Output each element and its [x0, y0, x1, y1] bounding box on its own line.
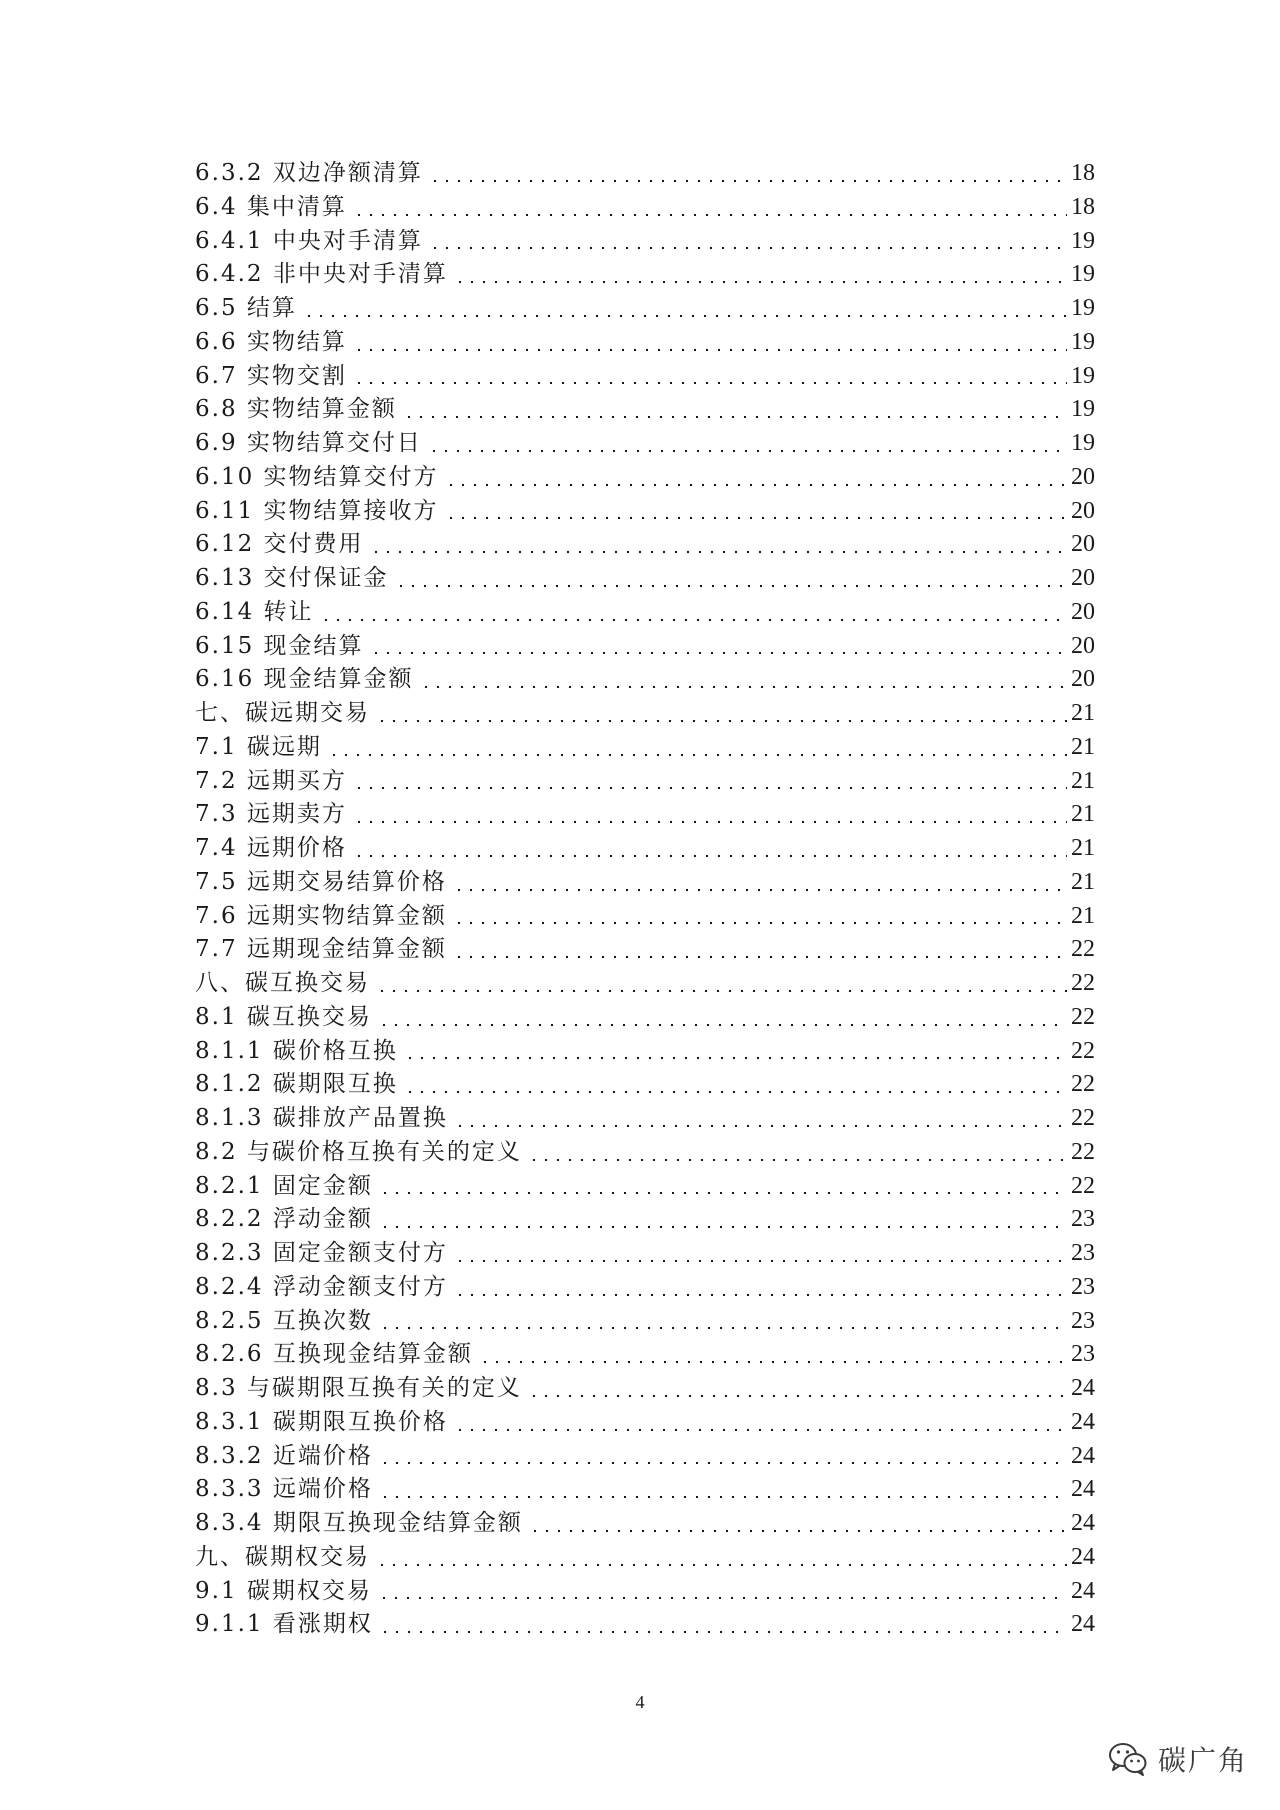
toc-entry-page: 24 [1071, 1611, 1095, 1638]
toc-entry-page: 20 [1071, 531, 1095, 558]
toc-entry[interactable] [195, 866, 1095, 900]
toc-entry[interactable] [195, 967, 1095, 1001]
toc-entry[interactable] [195, 495, 1095, 529]
dot-leader [420, 685, 1067, 689]
toc-entry-title: 6.14 转让 [195, 598, 314, 625]
dot-leader [328, 753, 1067, 757]
dot-leader [353, 854, 1067, 858]
dot-leader [376, 989, 1067, 993]
toc-entry-title: 6.4 集中清算 [195, 193, 347, 220]
toc-entry-title: 7.4 远期价格 [195, 835, 347, 861]
toc-entry-page: 20 [1071, 598, 1095, 625]
toc-entry[interactable] [195, 933, 1095, 967]
toc-entry[interactable] [195, 1305, 1095, 1339]
watermark-text: 碳广角 [1158, 1744, 1249, 1777]
toc-entry-page: 20 [1071, 497, 1095, 524]
toc-entry-page: 20 [1071, 565, 1095, 591]
dot-leader [379, 1191, 1067, 1195]
toc-entry-title: 8.2.4 浮动金额支付方 [195, 1273, 448, 1300]
toc-entry-title: 8.2.1 固定金额 [195, 1172, 373, 1199]
toc-entry[interactable] [195, 1541, 1095, 1575]
dot-leader [303, 314, 1067, 318]
dot-leader [376, 719, 1067, 723]
toc-entry-title: 8.3.4 期限互换现金结算金额 [195, 1510, 523, 1536]
toc-entry-title: 6.6 实物结算 [195, 328, 347, 355]
toc-entry[interactable] [195, 663, 1095, 697]
toc-entry-title: 8.2.3 固定金额支付方 [195, 1240, 448, 1266]
toc-entry-title: 7.7 远期现金结算金额 [195, 936, 447, 963]
toc-entry[interactable] [195, 191, 1095, 225]
dot-leader [454, 1293, 1067, 1297]
toc-entry-title: 七、碳远期交易 [195, 700, 370, 726]
toc-entry[interactable] [195, 258, 1095, 292]
toc-entry-title: 9.1.1 看涨期权 [195, 1611, 373, 1638]
dot-leader [404, 1090, 1067, 1094]
toc-entry-title: 8.3.1 碳期限互换价格 [195, 1408, 448, 1435]
toc-entry-page: 24 [1071, 1375, 1095, 1401]
toc-entry-page: 18 [1071, 160, 1095, 186]
dot-leader [370, 651, 1067, 655]
toc-entry[interactable] [195, 1608, 1095, 1642]
toc-entry-title: 8.1 碳互换交易 [195, 1003, 372, 1030]
toc-entry[interactable] [195, 427, 1095, 461]
toc-entry-page: 24 [1071, 1476, 1095, 1503]
toc-entry-page: 21 [1071, 868, 1095, 895]
toc-entry-title: 6.10 实物结算交付方 [195, 463, 439, 490]
toc-entry[interactable] [195, 562, 1095, 596]
toc-entry-page: 22 [1071, 1172, 1095, 1199]
dot-leader [528, 1158, 1067, 1162]
toc-entry-page: 21 [1071, 700, 1095, 726]
dot-leader [428, 449, 1067, 453]
toc-entry[interactable] [195, 596, 1095, 630]
dot-leader [454, 1124, 1067, 1128]
toc-entry-page: 18 [1071, 193, 1095, 220]
toc-entry-title: 6.4.1 中央对手清算 [195, 227, 423, 254]
dot-leader [379, 1225, 1067, 1229]
toc-entry-title: 8.2 与碳价格互换有关的定义 [195, 1138, 522, 1165]
toc-entry[interactable] [195, 1507, 1095, 1541]
toc-entry-title: 八、碳互换交易 [195, 970, 370, 996]
toc-entry[interactable] [195, 1575, 1095, 1609]
toc-entry-page: 22 [1071, 1138, 1095, 1165]
toc-entry-title: 7.6 远期实物结算金额 [195, 902, 447, 929]
toc-entry-title: 6.5 结算 [195, 295, 297, 321]
toc-entry[interactable] [195, 225, 1095, 259]
toc-entry[interactable] [195, 528, 1095, 562]
toc-entry-title: 8.3.3 远端价格 [195, 1476, 373, 1503]
dot-leader [454, 280, 1067, 284]
dot-leader [353, 348, 1067, 352]
toc-entry-title: 6.11 实物结算接收方 [195, 497, 439, 524]
dot-leader [353, 786, 1067, 790]
toc-entry-title: 6.3.2 双边净额清算 [195, 160, 423, 186]
toc-entry[interactable] [195, 697, 1095, 731]
toc-entry-title: 9.1 碳期权交易 [195, 1577, 372, 1604]
toc-entry[interactable] [195, 1473, 1095, 1507]
toc-entry[interactable] [195, 1338, 1095, 1372]
toc-entry-page: 24 [1071, 1408, 1095, 1435]
toc-entry[interactable] [195, 1372, 1095, 1406]
toc-entry-title: 8.2.2 浮动金额 [195, 1206, 373, 1233]
toc-entry[interactable] [195, 765, 1095, 799]
toc-entry[interactable] [195, 360, 1095, 394]
toc-entry-page: 20 [1071, 666, 1095, 693]
dot-leader [528, 1394, 1067, 1398]
toc-entry-page: 22 [1071, 1003, 1095, 1030]
toc-entry-page: 24 [1071, 1442, 1095, 1469]
toc-entry-page: 21 [1071, 801, 1095, 828]
toc-entry[interactable] [195, 630, 1095, 664]
toc-entry-title: 8.1.1 碳价格互换 [195, 1037, 398, 1064]
toc-entry-page: 19 [1071, 227, 1095, 254]
dot-leader [454, 1259, 1067, 1263]
toc-entry[interactable] [195, 1237, 1095, 1271]
toc-entry-title: 7.1 碳远期 [195, 733, 322, 760]
toc-entry-page: 19 [1071, 295, 1095, 321]
page-number: 4 [635, 1692, 645, 1712]
toc-entry-title: 8.3 与碳期限互换有关的定义 [195, 1375, 522, 1401]
dot-leader [479, 1360, 1067, 1364]
toc-entry-title: 6.13 交付保证金 [195, 565, 389, 591]
toc-entry-title: 8.1.2 碳期限互换 [195, 1071, 398, 1098]
toc-entry[interactable] [195, 1271, 1095, 1305]
toc-entry-page: 21 [1071, 767, 1095, 794]
toc-entry-title: 6.8 实物结算金额 [195, 396, 397, 423]
toc-entry[interactable] [195, 292, 1095, 326]
dot-leader [379, 1461, 1067, 1465]
dot-leader [395, 584, 1067, 588]
dot-leader [445, 483, 1067, 487]
toc-entry[interactable] [195, 157, 1095, 191]
toc-entry-page: 19 [1071, 362, 1095, 389]
dot-leader [378, 1023, 1067, 1027]
toc-entry[interactable] [195, 1068, 1095, 1102]
dot-leader [353, 213, 1067, 217]
toc-entry-title: 6.12 交付费用 [195, 531, 364, 558]
dot-leader [353, 381, 1067, 385]
dot-leader [379, 1326, 1067, 1330]
toc-entry-title: 8.2.6 互换现金结算金额 [195, 1341, 473, 1368]
toc-entry[interactable] [195, 1440, 1095, 1474]
toc-entry-page: 22 [1071, 1037, 1095, 1064]
toc-entry[interactable] [195, 900, 1095, 934]
watermark [1108, 1739, 1248, 1779]
toc-entry-title: 7.3 远期卖方 [195, 801, 347, 828]
toc-entry[interactable] [195, 731, 1095, 765]
toc-entry-page: 22 [1071, 936, 1095, 963]
dot-leader [379, 1495, 1067, 1499]
toc-entry-title: 6.9 实物结算交付日 [195, 430, 422, 456]
toc-entry-title: 7.2 远期买方 [195, 767, 347, 794]
toc-entry-page: 23 [1071, 1240, 1095, 1266]
dot-leader [404, 1056, 1067, 1060]
toc-entry[interactable] [195, 393, 1095, 427]
dot-leader [453, 921, 1067, 925]
toc-entry[interactable] [195, 1170, 1095, 1204]
table-of-contents [195, 157, 1095, 1642]
toc-entry-page: 19 [1071, 328, 1095, 355]
toc-entry[interactable] [195, 1136, 1095, 1170]
toc-entry[interactable] [195, 461, 1095, 495]
toc-entry-title: 6.7 实物交割 [195, 362, 347, 389]
dot-leader [453, 888, 1067, 892]
dot-leader [453, 955, 1067, 959]
dot-leader [454, 1428, 1067, 1432]
toc-entry-page: 19 [1071, 261, 1095, 288]
toc-entry-page: 22 [1071, 1105, 1095, 1131]
toc-entry-page: 19 [1071, 430, 1095, 456]
toc-entry-page: 19 [1071, 396, 1095, 423]
dot-leader [370, 550, 1067, 554]
toc-entry-page: 22 [1071, 970, 1095, 996]
toc-entry[interactable] [195, 326, 1095, 360]
toc-entry-title: 8.1.3 碳排放产品置换 [195, 1105, 448, 1131]
toc-entry-page: 23 [1071, 1273, 1095, 1300]
toc-entry-title: 8.2.5 互换次数 [195, 1307, 373, 1334]
toc-entry-page: 21 [1071, 835, 1095, 861]
toc-entry[interactable] [195, 1001, 1095, 1035]
dot-leader [378, 1596, 1067, 1600]
toc-entry-page: 23 [1071, 1307, 1095, 1334]
toc-entry-title: 7.5 远期交易结算价格 [195, 868, 447, 895]
toc-entry-page: 21 [1071, 733, 1095, 760]
dot-leader [429, 179, 1067, 183]
toc-entry-title: 6.4.2 非中央对手清算 [195, 261, 448, 288]
toc-entry[interactable] [195, 832, 1095, 866]
dot-leader [376, 1563, 1067, 1567]
dot-leader [353, 820, 1067, 824]
toc-entry-title: 6.16 现金结算金额 [195, 666, 414, 693]
dot-leader [429, 246, 1067, 250]
dot-leader [403, 415, 1067, 419]
toc-entry-title: 6.15 现金结算 [195, 632, 364, 659]
dot-leader [379, 1630, 1067, 1634]
toc-entry-page: 20 [1071, 632, 1095, 659]
dot-leader [445, 516, 1067, 520]
toc-entry-page: 23 [1071, 1341, 1095, 1368]
toc-entry-page: 24 [1071, 1543, 1095, 1570]
toc-entry-page: 20 [1071, 463, 1095, 490]
dot-leader [529, 1529, 1067, 1533]
toc-entry[interactable] [195, 1203, 1095, 1237]
toc-entry[interactable] [195, 1102, 1095, 1136]
toc-entry[interactable] [195, 1406, 1095, 1440]
toc-entry[interactable] [195, 1035, 1095, 1069]
toc-entry-page: 24 [1071, 1577, 1095, 1604]
dot-leader [320, 618, 1067, 622]
toc-entry-page: 24 [1071, 1510, 1095, 1536]
toc-entry-title: 九、碳期权交易 [195, 1543, 370, 1570]
wechat-icon [1108, 1741, 1148, 1777]
toc-entry-page: 21 [1071, 902, 1095, 929]
toc-entry-title: 8.3.2 近端价格 [195, 1442, 373, 1469]
toc-entry-page: 23 [1071, 1206, 1095, 1233]
toc-entry[interactable] [195, 798, 1095, 832]
toc-entry-page: 22 [1071, 1071, 1095, 1098]
